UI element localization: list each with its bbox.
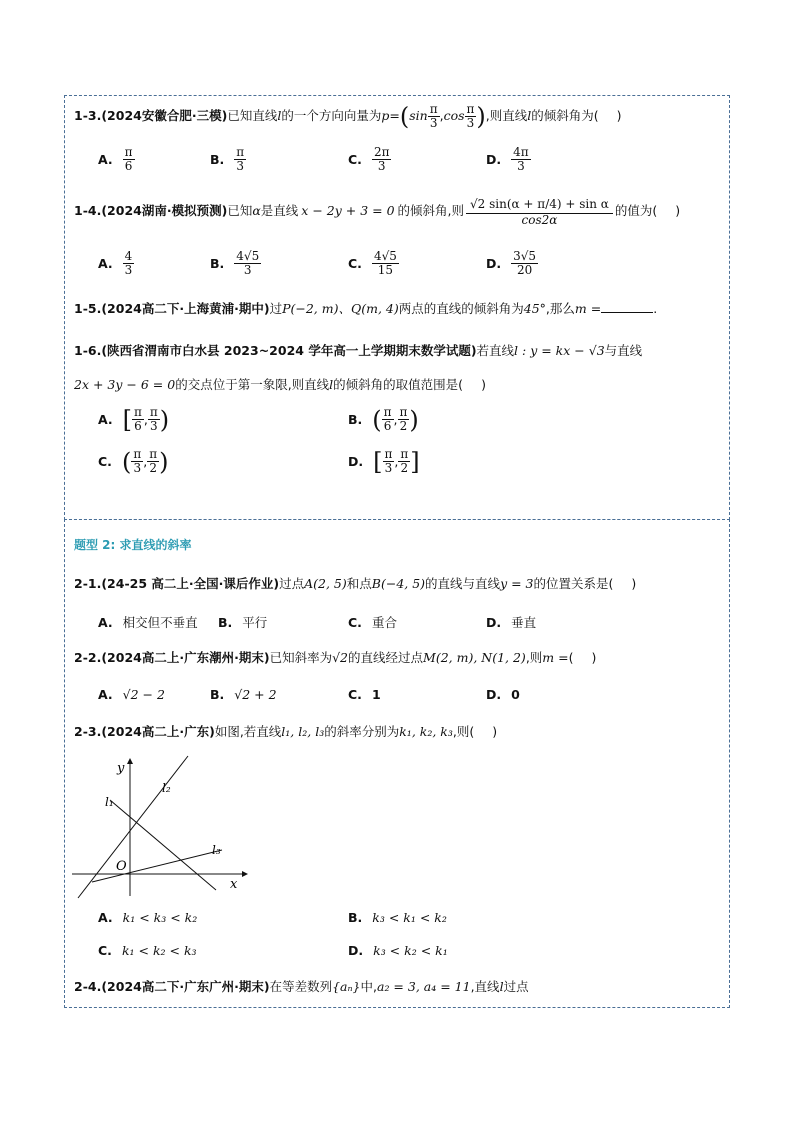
section-title: 题型 2: 求直线的斜率 (74, 538, 192, 552)
fraction (511, 146, 531, 173)
math-expression: √2 (332, 650, 348, 665)
question-text: 过 (269, 301, 283, 316)
fraction (372, 146, 392, 173)
math-symbol: = (389, 108, 400, 123)
option-text: 平行 (242, 615, 268, 630)
question-source: (2024高二上·广东) (101, 724, 215, 739)
option-label: A. (98, 412, 113, 427)
question-number: 1-3. (74, 108, 102, 123)
math-expression: l : y = kx − √3 (514, 343, 605, 358)
fraction-denominator: cos2α (521, 213, 558, 227)
math-expression: A(2, 5) (304, 576, 347, 591)
question-2-2 (74, 649, 596, 667)
math-expression: l₁, l₂, l₃ (281, 724, 325, 739)
fraction (131, 448, 143, 475)
question-text: 的直线与直线 (425, 576, 501, 591)
math-var: l (527, 108, 532, 123)
option-c[interactable] (348, 687, 381, 702)
option-d[interactable] (486, 613, 536, 631)
fraction-denominator: 2 (399, 419, 408, 433)
option-a[interactable]: A. [ $\frac{\pi}{6}$ , $\frac{\pi}{3}$ ) (98, 405, 170, 434)
fraction (511, 250, 538, 277)
option-label: D. (348, 454, 364, 469)
question-1-4 (74, 196, 680, 227)
option-c[interactable] (348, 613, 397, 631)
math-bracket: [ (122, 405, 133, 434)
question-1-6-cont (74, 376, 486, 394)
fraction-numerator: 4√5 (236, 249, 260, 263)
option-label: B. (348, 412, 363, 427)
math-var: l (499, 979, 504, 994)
option-label: B. (210, 687, 225, 702)
math-expression: {aₙ} (332, 979, 361, 994)
option-text: k₃ < k₁ < k₂ (372, 910, 447, 925)
line-l1 (110, 800, 216, 890)
option-d[interactable] (348, 943, 448, 958)
option-b[interactable]: B. ( $\frac{\pi}{6}$ , $\frac{\pi}{2}$ ) (348, 405, 419, 434)
option-label: B. (348, 910, 363, 925)
fraction-denominator: 2 (400, 461, 409, 475)
question-text: 的斜率分别为 (324, 724, 400, 739)
option-label: A. (98, 687, 113, 702)
question-2-1 (74, 575, 636, 593)
math-func: sin (409, 108, 428, 123)
math-bracket: ) (409, 405, 419, 434)
question-source: (陕西省渭南市白水县 2023~2024 学年高一上学期期末数学试题) (101, 343, 477, 358)
math-bracket: ) (476, 102, 486, 131)
option-text: k₁ < k₂ < k₃ (121, 943, 197, 958)
option-label: B. (210, 256, 225, 271)
fraction (147, 448, 159, 475)
question-number: 1-5. (74, 301, 102, 316)
math-expression: k₁, k₂, k₃ (399, 724, 453, 739)
fraction-numerator: π (149, 447, 158, 461)
fraction (372, 250, 399, 277)
question-number: 1-6. (74, 343, 102, 358)
question-text: 的直线经过点 (348, 650, 424, 665)
question-1-5 (74, 300, 657, 318)
math-bracket: ( (121, 447, 132, 476)
fraction-numerator: 4√5 (373, 249, 397, 263)
question-number: 2-4. (74, 979, 102, 994)
math-symbol: , (439, 108, 444, 123)
option-label: C. (98, 454, 112, 469)
l3-label: l₃ (212, 843, 221, 857)
math-expression: 2x + 3y − 6 = 0 (74, 377, 176, 392)
question-source: (2024高二下·广东广州·期末) (101, 979, 270, 994)
l1-label: l₁ (105, 795, 114, 809)
option-label: C. (348, 256, 362, 271)
fraction (234, 146, 246, 173)
option-text: 垂直 (511, 615, 537, 630)
question-text: 已知斜率为 (269, 650, 333, 665)
fraction-denominator: 3 (517, 159, 525, 173)
option-a[interactable] (98, 687, 165, 702)
option-label: B. (210, 152, 225, 167)
math-func: cos (443, 108, 465, 123)
question-number: 2-1. (74, 576, 102, 591)
y-axis-arrow-icon (127, 758, 133, 764)
question-text: ) (481, 377, 486, 392)
option-b[interactable] (210, 146, 246, 173)
option-text: 0 (511, 687, 520, 702)
question-source: (2024安徽合肥·三模) (101, 108, 228, 123)
question-number: 2-2. (74, 650, 102, 665)
option-b[interactable] (218, 613, 267, 631)
option-a[interactable] (98, 146, 135, 173)
fraction-numerator: 2π (373, 145, 390, 159)
question-text: 和点 (346, 576, 372, 591)
question-text: 的一个方向向量为 (281, 108, 382, 123)
question-text: . (653, 301, 658, 316)
question-text: ( (568, 650, 574, 665)
fraction-denominator: 6 (134, 419, 142, 433)
question-text: ,直线 (470, 979, 500, 994)
question-text: 的倾斜角为( (531, 108, 599, 123)
fraction (382, 406, 394, 433)
math-bracket: ] (410, 447, 420, 476)
option-b[interactable] (210, 687, 277, 702)
option-d[interactable] (486, 146, 531, 173)
fraction-denominator: 3 (466, 116, 475, 130)
option-label: D. (486, 614, 502, 630)
fraction-denominator: 3 (429, 116, 438, 130)
option-label: A. (98, 614, 113, 630)
fraction-denominator: 20 (516, 263, 533, 277)
l2-label: l₂ (162, 781, 171, 795)
option-c[interactable] (98, 943, 197, 958)
question-text: 中, (360, 979, 377, 994)
question-source: (2024高二下·上海黄浦·期中) (101, 301, 270, 316)
option-label: D. (486, 687, 502, 702)
fraction-numerator: π (134, 405, 142, 419)
fraction (398, 406, 410, 433)
fraction-denominator: 6 (124, 159, 133, 173)
math-expression: B(−4, 5) (371, 576, 426, 591)
question-text: 的值为( (614, 203, 658, 218)
fraction (123, 250, 135, 277)
option-d[interactable] (486, 687, 520, 702)
option-text: √2 + 2 (234, 687, 277, 702)
question-text: 在等差数列 (269, 979, 333, 994)
fraction-numerator: √2 sin(α + π/4) + sin α (466, 196, 613, 214)
fraction-numerator: π (384, 447, 393, 461)
math-expression: M(2, m), N(1, 2) (423, 650, 526, 665)
option-text: 相交但不垂直 (122, 615, 198, 630)
y-axis-label: y (117, 761, 125, 776)
math-bracket: ( (399, 102, 410, 131)
fraction (132, 406, 144, 433)
option-text: k₃ < k₂ < k₁ (373, 943, 448, 958)
option-text: 1 (371, 687, 381, 702)
fraction-numerator: π (133, 447, 142, 461)
question-text: 的倾斜角的取值范围是( (333, 377, 464, 392)
fraction-denominator: 3 (124, 263, 133, 277)
math-bracket: ( (372, 405, 382, 434)
option-label: A. (98, 152, 113, 167)
fraction-numerator: π (149, 405, 158, 419)
option-label: D. (486, 152, 502, 167)
line-l2 (78, 756, 188, 898)
fraction (428, 103, 440, 130)
fraction-numerator: 4π (513, 145, 529, 159)
question-1-3 (74, 103, 622, 130)
vector-symbol: p (381, 108, 390, 123)
origin-label: O (116, 859, 127, 874)
question-text: ) (492, 724, 498, 739)
fraction-denominator: 3 (384, 461, 393, 475)
fraction-denominator: 2 (149, 461, 157, 475)
option-c[interactable] (348, 146, 391, 173)
question-text: ) (631, 576, 637, 591)
answer-blank[interactable] (601, 300, 653, 313)
fraction (398, 448, 410, 475)
fraction-denominator: 3 (150, 419, 158, 433)
fraction-numerator: 3√5 (513, 249, 537, 263)
option-a[interactable] (98, 250, 134, 277)
fraction-denominator: 3 (236, 159, 245, 173)
option-label: D. (348, 943, 364, 958)
question-1-6 (74, 342, 642, 360)
fraction (383, 448, 395, 475)
fraction (123, 146, 135, 173)
question-text: ,则直线 (485, 108, 528, 123)
option-b[interactable] (348, 910, 447, 925)
question-text: ,则 (525, 650, 543, 665)
fraction-numerator: π (429, 102, 438, 116)
fraction (466, 196, 613, 227)
fraction-denominator: 15 (377, 263, 394, 277)
question-text: ,那么 (545, 301, 575, 316)
math-bracket: ) (159, 405, 170, 434)
option-text: 重合 (371, 615, 397, 630)
math-bracket: [ (373, 447, 383, 476)
option-d[interactable]: D. [ $\frac{\pi}{3}$ , $\frac{\pi}{2}$ ] (348, 447, 420, 476)
option-label: C. (348, 152, 362, 167)
option-a[interactable] (98, 910, 197, 925)
question-text: 过点 (503, 979, 529, 994)
question-number: 2-3. (74, 724, 102, 739)
math-var: l (329, 377, 334, 392)
option-label: C. (348, 687, 362, 702)
question-text: 若直线 (476, 343, 515, 358)
fraction-numerator: π (124, 145, 133, 159)
option-label: A. (98, 256, 113, 271)
option-text: √2 − 2 (122, 687, 165, 702)
question-2-4 (74, 978, 529, 996)
question-text: 的位置关系是( (533, 576, 614, 591)
math-var: l (277, 108, 282, 123)
question-text: ) (591, 650, 597, 665)
question-text: ) (616, 108, 622, 123)
math-expression: m = (574, 301, 602, 316)
slope-lines-figure (70, 750, 250, 900)
fraction-denominator: 6 (383, 419, 392, 433)
option-a[interactable] (98, 613, 198, 631)
fraction-numerator: 4 (124, 249, 133, 263)
fraction-numerator: π (466, 102, 475, 116)
fraction-numerator: π (383, 405, 392, 419)
fraction-denominator: 3 (133, 461, 142, 475)
math-expression: x − 2y + 3 = 0 (301, 203, 395, 218)
math-expression: a₂ = 3, a₄ = 11 (377, 979, 471, 994)
option-d[interactable] (486, 250, 538, 277)
question-source: (24-25 高二上·全国·课后作业) (101, 576, 280, 591)
fraction-numerator: π (399, 405, 408, 419)
question-text: 是直线 (260, 203, 299, 218)
option-label: D. (486, 256, 502, 271)
question-text: 已知 (227, 203, 253, 218)
math-expression: 45° (523, 301, 546, 316)
math-expression: y = 3 (500, 576, 534, 591)
option-label: B. (218, 614, 233, 630)
math-expression: m = (542, 650, 569, 665)
fraction-numerator: π (400, 447, 409, 461)
question-text: ) (675, 203, 681, 218)
option-label: A. (98, 910, 113, 925)
question-text: 的交点位于第一象限,则直线 (175, 377, 330, 392)
fraction-denominator: 3 (377, 159, 386, 173)
fraction (148, 406, 160, 433)
option-c[interactable] (348, 250, 399, 277)
math-var: α (252, 203, 261, 218)
question-text: 与直线 (604, 343, 643, 358)
math-bracket: ) (159, 447, 169, 476)
option-label: C. (98, 943, 112, 958)
question-text: 如图,若直线 (214, 724, 282, 739)
option-c[interactable]: C. ( $\frac{\pi}{3}$ , $\frac{\pi}{2}$ ) (98, 447, 169, 476)
question-text: ,则( (452, 724, 475, 739)
fraction (465, 103, 477, 130)
fraction (234, 250, 261, 277)
fraction-denominator: 3 (243, 263, 252, 277)
question-text: 两点的直线的倾斜角为 (398, 301, 524, 316)
question-source: (2024湖南·模拟预测) (101, 203, 228, 218)
option-label: C. (348, 614, 362, 630)
question-2-3 (74, 723, 497, 741)
question-number: 1-4. (74, 203, 102, 218)
question-source: (2024高二上·广东潮州·期末) (101, 650, 270, 665)
question-text: 过点 (279, 576, 305, 591)
x-axis-arrow-icon (242, 871, 248, 877)
question-text: 的倾斜角,则 (397, 203, 465, 218)
fraction-numerator: π (236, 145, 245, 159)
option-text: k₁ < k₃ < k₂ (122, 910, 198, 925)
option-b[interactable] (210, 250, 261, 277)
math-expression: P(−2, m)、Q(m, 4) (282, 301, 399, 316)
x-axis-label: x (230, 877, 238, 892)
question-text: 已知直线 (227, 108, 278, 123)
